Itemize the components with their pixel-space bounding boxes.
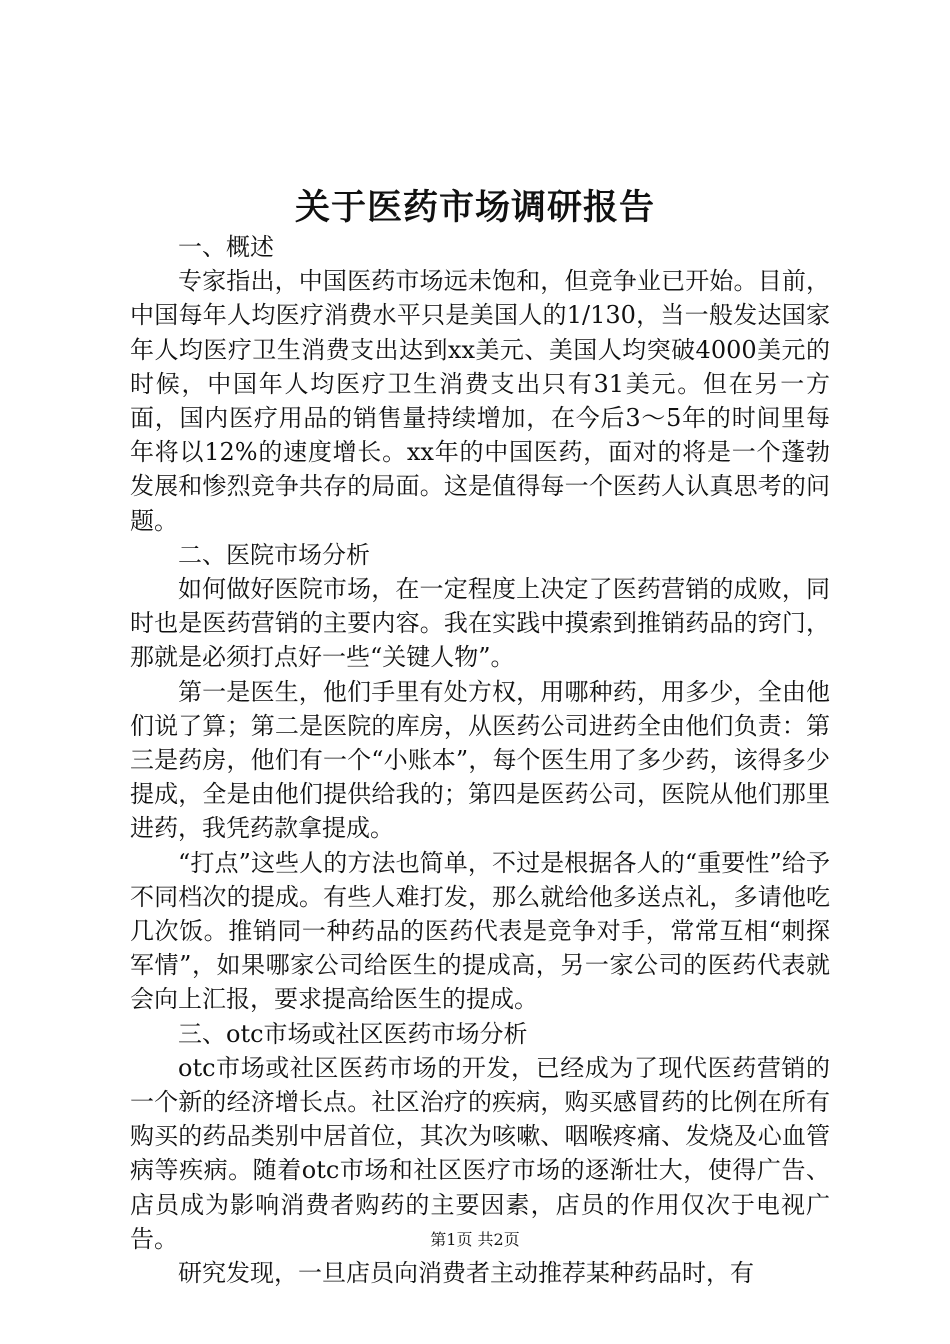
document-title: 关于医药市场调研报告 [294, 187, 655, 228]
section-heading-overview: 一、概述 [178, 233, 274, 261]
section-heading-otc-market: 三、otc市场或社区医药市场分析 [178, 1019, 528, 1048]
paragraph-research-findings: 研究发现，一旦店员向消费者主动推荐某种药品时，有 [178, 1259, 754, 1288]
page-footer: 第1页 共2页 [430, 1230, 520, 1249]
document-body [130, 230, 830, 1290]
paragraph-commission-methods: “打点”这些人的方法也简单，不过是根据各人的“重要性”给予不同档次的提成。有些人难打发，那么就给他多送点礼，多请他吃几次饭。推销同一种药品的医药代表是竞争对手，常常互相“刺探军情”，如果哪家公司给医生的提成高，另一家公司的医药代表就会向上汇报，要求提高给医生的提成。 [130, 848, 830, 1014]
paragraph-overview: 专家指出，中国医药市场远未饱和，但竞争业已开始。目前，中国每年人均医疗消费水平只是美国人的1/130，当一般发达国家年人均医疗卫生消费支出达到xx美元、美国人均突破4000美元的时候，中国年人均医疗卫生消费支出只有31美元。但在另一方面，国内医疗用品的销售量持续增加，在今后3～5年的时间里每年将以12%的速度增长。xx年的中国医药，面对的将是一个蓬勃发展和惨烈竞争共存的局面。这是值得每一个医药人认真思考的问题。 [130, 267, 830, 535]
section-heading-hospital-market: 二、医院市场分析 [178, 540, 370, 569]
paragraph-hospital-market-intro: 如何做好医院市场，在一定程度上决定了医药营销的成败，同时也是医药营销的主要内容。我在实践中摸索到推销药品的窍门，那就是必须打点好一些“关键人物”。 [130, 575, 830, 672]
paragraph-otc-market: otc市场或社区医药市场的开发，已经成为了现代医药营销的一个新的经济增长点。社区治疗的疾病，购买感冒药的比例在所有购买的药品类别中居首位，其次为咳嗽、咽喉疼痛、发烧及心血管病等疾病。随着otc市场和社区医疗市场的逐渐壮大，使得广告、店员成为影响消费者购药的主要因素，店员的作用仅次于电视广告。 [130, 1053, 830, 1253]
paragraph-key-persons: 第一是医生，他们手里有处方权，用哪种药，用多少，全由他们说了算；第二是医院的库房，从医药公司进药全由他们负责：第三是药房，他们有一个“小账本”，每个医生用了多少药，该得多少提成，全是由他们提供给我的；第四是医药公司，医院从他们那里进药，我凭药款拿提成。 [130, 677, 830, 843]
